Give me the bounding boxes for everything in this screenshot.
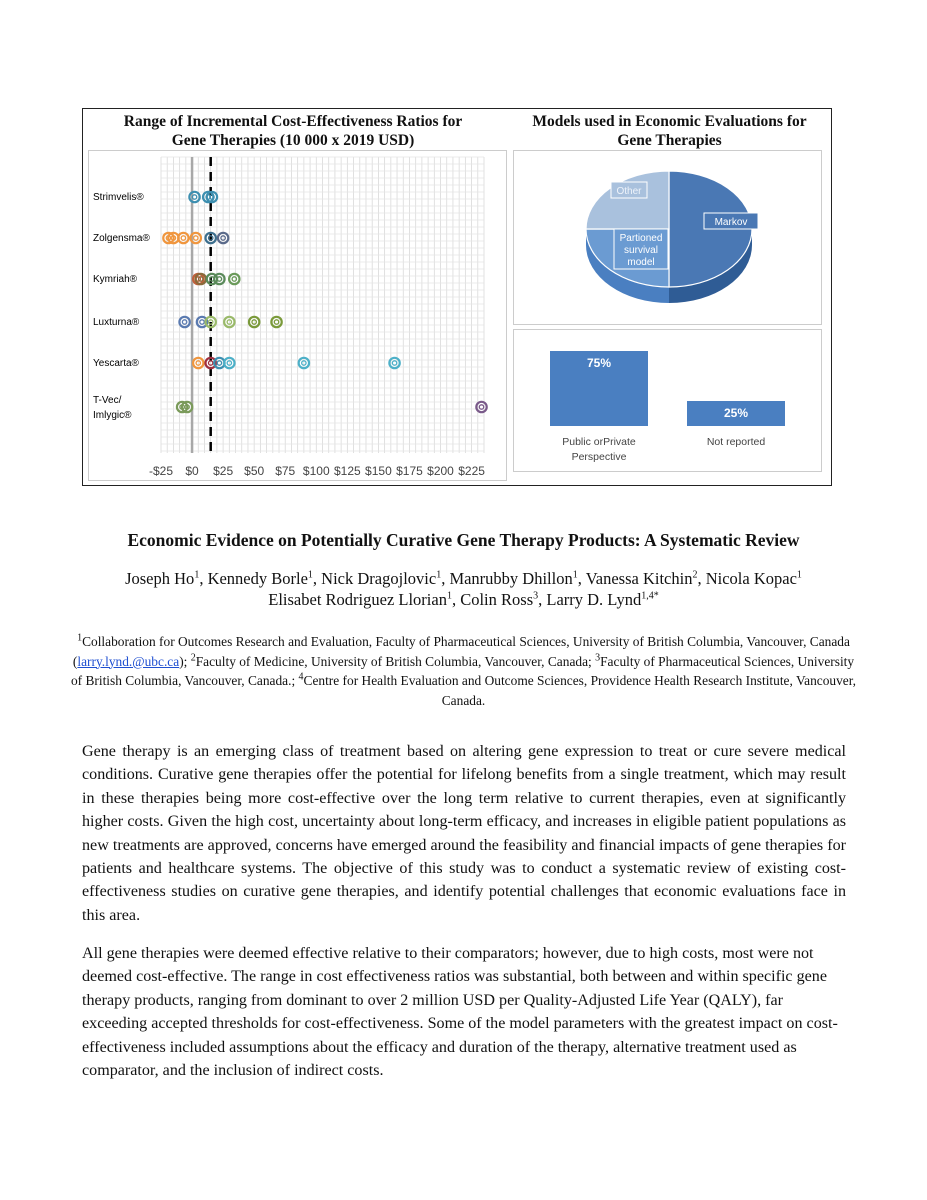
data-point-inner bbox=[194, 236, 198, 240]
bar-panel bbox=[513, 329, 822, 472]
icer-scatter-chart bbox=[89, 151, 508, 482]
bar-category-label: Public orPrivate bbox=[562, 436, 636, 448]
affil-sup: 2 bbox=[190, 652, 196, 664]
author-name: Nick Dragojlovic bbox=[321, 569, 437, 588]
author-affil-sup: 3 bbox=[533, 590, 539, 602]
x-tick-label: $200 bbox=[427, 464, 454, 478]
x-tick-label: $100 bbox=[302, 464, 330, 478]
data-point-inner bbox=[200, 320, 204, 324]
category-label: Luxturna® bbox=[93, 317, 140, 328]
x-tick-label: $75 bbox=[275, 464, 296, 478]
icer-panel bbox=[88, 150, 507, 481]
affiliations bbox=[70, 632, 857, 710]
x-tick-label: $25 bbox=[213, 464, 234, 478]
author-affil-sup: 1 bbox=[446, 590, 452, 602]
paper-title: Economic Evidence on Potentially Curative Gene Therapy Products: A Systematic Review bbox=[127, 530, 800, 550]
author-name: Vanessa Kitchin bbox=[585, 569, 693, 588]
author-affil-sup: 1,4* bbox=[641, 590, 659, 602]
author-name: Larry D. Lynd bbox=[546, 590, 642, 609]
body-paragraph-1: Gene therapy is an emerging class of treatment based on altering gene expression to treat or cure severe medical conditions. Curative gene therapies offer the potential for lifelong benefits from a single treatment, which may result in these therapies being more cost-effective over the long term relative to current therapies, even at significantly higher costs. Given the high cost, uncertainty about long-term efficacy, and increases in eligible patient populations as new treatments are approved, concerns have emerged around the feasibility and financial impacts of gene therapies for patients and healthcare systems. The objective of this study was to conduct a systematic review of existing cost-effectiveness studies on curative gene therapies, and identify potential challenges that economic evaluations face in this area. bbox=[82, 743, 846, 924]
author-affil-sup: 1 bbox=[572, 569, 578, 581]
models-title-line2: Gene Therapies bbox=[617, 132, 722, 149]
affil-sup: 4 bbox=[298, 671, 304, 683]
data-point-inner bbox=[181, 236, 185, 240]
x-tick-label: $50 bbox=[244, 464, 265, 478]
data-point-inner bbox=[392, 361, 396, 365]
perspective-bar-chart bbox=[514, 330, 823, 473]
figure bbox=[82, 108, 832, 486]
author-name: Colin Ross bbox=[460, 590, 534, 609]
affil-text: Faculty of Medicine, University of British Columbia, Vancouver, Canada; bbox=[195, 653, 592, 669]
author-name: Manrubby Dhillon bbox=[449, 569, 573, 588]
author-affil-sup: 1 bbox=[436, 569, 442, 581]
category-label: Imlygic® bbox=[93, 410, 132, 421]
scatter-title-line1: Range of Incremental Cost-Effectiveness Ratios for bbox=[123, 113, 463, 130]
author-name: Nicola Kopac bbox=[705, 569, 797, 588]
author-name: Joseph Ho bbox=[125, 569, 195, 588]
email-link[interactable]: larry.lynd.@ubc.ca bbox=[77, 653, 180, 669]
author-affil-sup: 1 bbox=[307, 569, 313, 581]
x-tick-label: $0 bbox=[185, 464, 199, 478]
scatter-chart-title bbox=[88, 112, 498, 150]
author-affil-sup: 1 bbox=[796, 569, 802, 581]
models-chart-title bbox=[511, 112, 828, 150]
affil-text: Faculty of Pharmaceutical Sciences, University of British Columbia, Vancouver, Canada.; bbox=[70, 653, 855, 688]
x-tick-label: $175 bbox=[396, 464, 423, 478]
author-affil-sup: 1 bbox=[194, 569, 200, 581]
category-label: Kymriah® bbox=[93, 274, 138, 285]
x-tick-label: $150 bbox=[365, 464, 392, 478]
bar-category-label: Not reported bbox=[706, 436, 766, 448]
pie-label: Other bbox=[616, 186, 642, 197]
authors-line-1: Joseph Ho$^1$, Kennedy Borle$^1$, Nick Dragojlovic$^1$, Manrubby Dhillon$^1$, Vanessa Kitchin$^2$, Nicola Kopac$^1$ bbox=[125, 569, 802, 588]
data-point-inner bbox=[274, 320, 278, 324]
data-point-inner bbox=[479, 405, 483, 409]
data-point-inner bbox=[217, 361, 221, 365]
author-name: Kennedy Borle bbox=[207, 569, 308, 588]
author-list bbox=[60, 568, 867, 610]
x-tick-label: $125 bbox=[333, 464, 361, 478]
models-title-line1: Models used in Economic Evaluations for bbox=[532, 113, 807, 130]
affil-sup: 3 bbox=[595, 652, 601, 664]
category-label: T-Vec/ bbox=[93, 395, 122, 406]
models-pie-chart bbox=[514, 151, 823, 326]
author-affil-sup: 2 bbox=[692, 569, 698, 581]
category-label: Zolgensma® bbox=[93, 233, 150, 244]
pie-label: model bbox=[627, 257, 655, 268]
pie-label: survival bbox=[624, 245, 658, 256]
pie-panel bbox=[513, 150, 822, 325]
pie-label: Partioned bbox=[619, 233, 663, 244]
affil-text: Centre for Health Evaluation and Outcome Sciences, Providence Health Research Institute, Vancouver, Canada. bbox=[303, 673, 857, 708]
x-tick-label: -$25 bbox=[148, 464, 174, 478]
bar-data-label: 75% bbox=[586, 356, 612, 370]
scatter-title-line2: Gene Therapies (10 000 x 2019 USD) bbox=[171, 132, 415, 149]
bar-data-label: 25% bbox=[723, 406, 749, 420]
body-paragraph-2: All gene therapies were deemed effective relative to their comparators; however, due to high costs, most were not deemed cost-effective. The range in cost effectiveness ratios was substantial, both between and within specific gene therapy products, ranging from dominant to over 2 million USD per Quality-Adjusted Life Year (QALY), far exceeding accepted thresholds for cost-effectiveness. Some of the model parameters with the greatest impact on cost-effectiveness included assumptions about the efficacy and duration of the therapy, alternative treatment used as comparator, and the inclusion of indirect costs. bbox=[82, 945, 838, 1080]
affil-text: Collaboration for Outcomes Research and Evaluation, Faculty of Pharmaceutical Sciences, University of British Columbia, Vancouver, Canada ( bbox=[72, 634, 850, 669]
x-tick-label: $225 bbox=[458, 464, 485, 478]
authors-line-2: Elisabet Rodriguez Llorian$^1$, Colin Ross$^3$, Larry D. Lynd$^{1,4*}$ bbox=[268, 590, 659, 609]
pie-slice bbox=[586, 171, 669, 229]
pie-label: Markov bbox=[714, 217, 748, 228]
affil-text: ); bbox=[179, 653, 191, 669]
category-label: Yescarta® bbox=[93, 358, 139, 369]
affil-sup: 1 bbox=[77, 632, 83, 644]
author-name: Elisabet Rodriguez Llorian bbox=[268, 590, 447, 609]
bar-category-label: Perspective bbox=[571, 451, 627, 463]
category-label: Strimvelis® bbox=[93, 192, 144, 203]
